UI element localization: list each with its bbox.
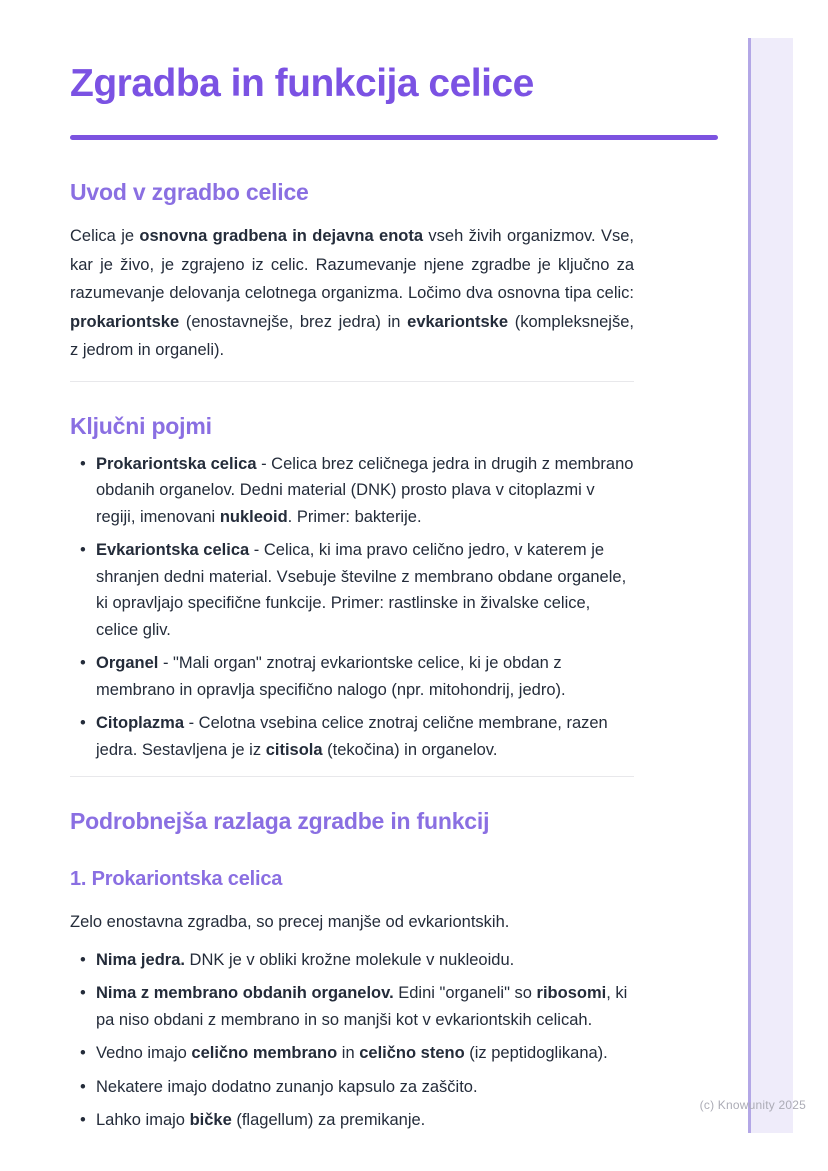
prokaryote-intro-paragraph xyxy=(70,908,634,937)
bold-text: nukleoid xyxy=(219,507,288,526)
bold-text: Organel xyxy=(96,654,159,672)
prokaryote-features-list xyxy=(70,947,634,1134)
text: (flagellum) za premikanje. xyxy=(231,1111,426,1129)
text: (kompleksnejše, z jedrom in organeli). xyxy=(70,312,634,359)
bold-text: Evkariontska celica xyxy=(96,541,250,559)
text: Celica je xyxy=(70,227,140,245)
text: Edini "organeli" so xyxy=(393,984,537,1002)
section-heading-intro: Uvod v zgradbo celice xyxy=(70,179,309,205)
bold-text: evkariontske xyxy=(407,312,509,331)
text: - Celotna vsebina celice znotraj celične membrane, razen jedra. Sestavljena je iz xyxy=(96,714,608,759)
section-divider xyxy=(70,776,634,777)
text: (tekočina) in organelov. xyxy=(322,740,498,759)
document-content xyxy=(70,0,634,1141)
bold-text: celično membrano xyxy=(191,1044,338,1062)
section-divider xyxy=(70,381,634,382)
list-item xyxy=(96,451,634,531)
text: - Celica, ki ima pravo celično jedro, v katerem je shranjen dedni material. Vsebuje številne z membrano obdane organele, ki opravljajo specifične funkcije. Primer: rastlinske in živalske celice, celice gliv. xyxy=(96,541,627,639)
title-rule xyxy=(70,135,718,140)
list-item xyxy=(96,537,634,643)
text: - "Mali organ" znotraj evkariontske celice, ki je obdan z membrano in opravlja specifično nalogo (npr. mitohondrij, jedro). xyxy=(96,654,566,699)
bold-text: osnovna gradbena in dejavna enota xyxy=(139,227,424,245)
list-item xyxy=(96,1074,634,1101)
text: Vedno imajo xyxy=(96,1044,192,1062)
bold-text: celično steno xyxy=(359,1044,465,1062)
watermark: (c) Knowunity 2025 xyxy=(699,1098,806,1112)
list-item xyxy=(96,947,634,974)
text: . Primer: bakterije. xyxy=(287,507,422,526)
section-heading-key-terms: Ključni pojmi xyxy=(70,412,212,439)
subsection-heading-prokaryote: 1. Prokariontska celica xyxy=(70,868,283,890)
bold-text: bičke xyxy=(189,1111,232,1129)
text: Lahko imajo xyxy=(96,1111,190,1129)
text: , ki pa niso obdani z membrano in so manjši kot v evkariontskih celicah. xyxy=(96,984,628,1029)
bold-text: Prokariontska celica xyxy=(96,454,257,473)
page-title: Zgradba in funkcija celice xyxy=(70,62,534,105)
bold-text: Citoplazma xyxy=(96,714,185,732)
bold-text: citisola xyxy=(265,740,323,759)
decorative-side-bar xyxy=(748,38,793,1133)
text: Nekatere imajo dodatno zunanjo kapsulo za zaščito. xyxy=(96,1077,478,1096)
text: - Celica brez celičnega jedra in drugih z membrano obdanih organelov. Dedni material (DNK) prosto plava v citoplazmi v regiji, imenovani xyxy=(96,454,634,526)
text: (iz peptidoglikana). xyxy=(464,1044,608,1062)
bold-text: ribosomi xyxy=(536,984,607,1002)
section-detailed xyxy=(70,806,634,1134)
text: in xyxy=(337,1044,360,1062)
key-terms-list xyxy=(70,451,634,764)
bold-text: Nima jedra. xyxy=(96,950,185,969)
list-item xyxy=(96,1107,634,1134)
section-key-terms xyxy=(70,411,634,764)
intro-paragraph xyxy=(70,222,634,365)
text: vseh živih organizmov. Vse, kar je živo, je zgrajeno iz celic. Razumevanje njene zgradbe je ključno za razumevanje delovanja celotnega organizma. Ločimo dva osnovna tipa celic: xyxy=(70,227,634,302)
section-heading-detailed: Podrobnejša razlaga zgradbe in funkcij xyxy=(70,808,490,834)
list-item xyxy=(96,980,634,1033)
bold-text: prokariontske xyxy=(70,312,180,331)
list-item xyxy=(96,710,634,763)
section-intro xyxy=(70,177,634,365)
text: (enostavnejše, brez jedra) in xyxy=(179,312,408,331)
text: DNK je v obliki krožne molekule v nukleoidu. xyxy=(184,950,515,969)
bold-text: Nima z membrano obdanih organelov. xyxy=(96,984,394,1002)
list-item xyxy=(96,1040,634,1067)
list-item xyxy=(96,650,634,703)
text: Zelo enostavna zgradba, so precej manjše od evkariontskih. xyxy=(70,913,510,931)
